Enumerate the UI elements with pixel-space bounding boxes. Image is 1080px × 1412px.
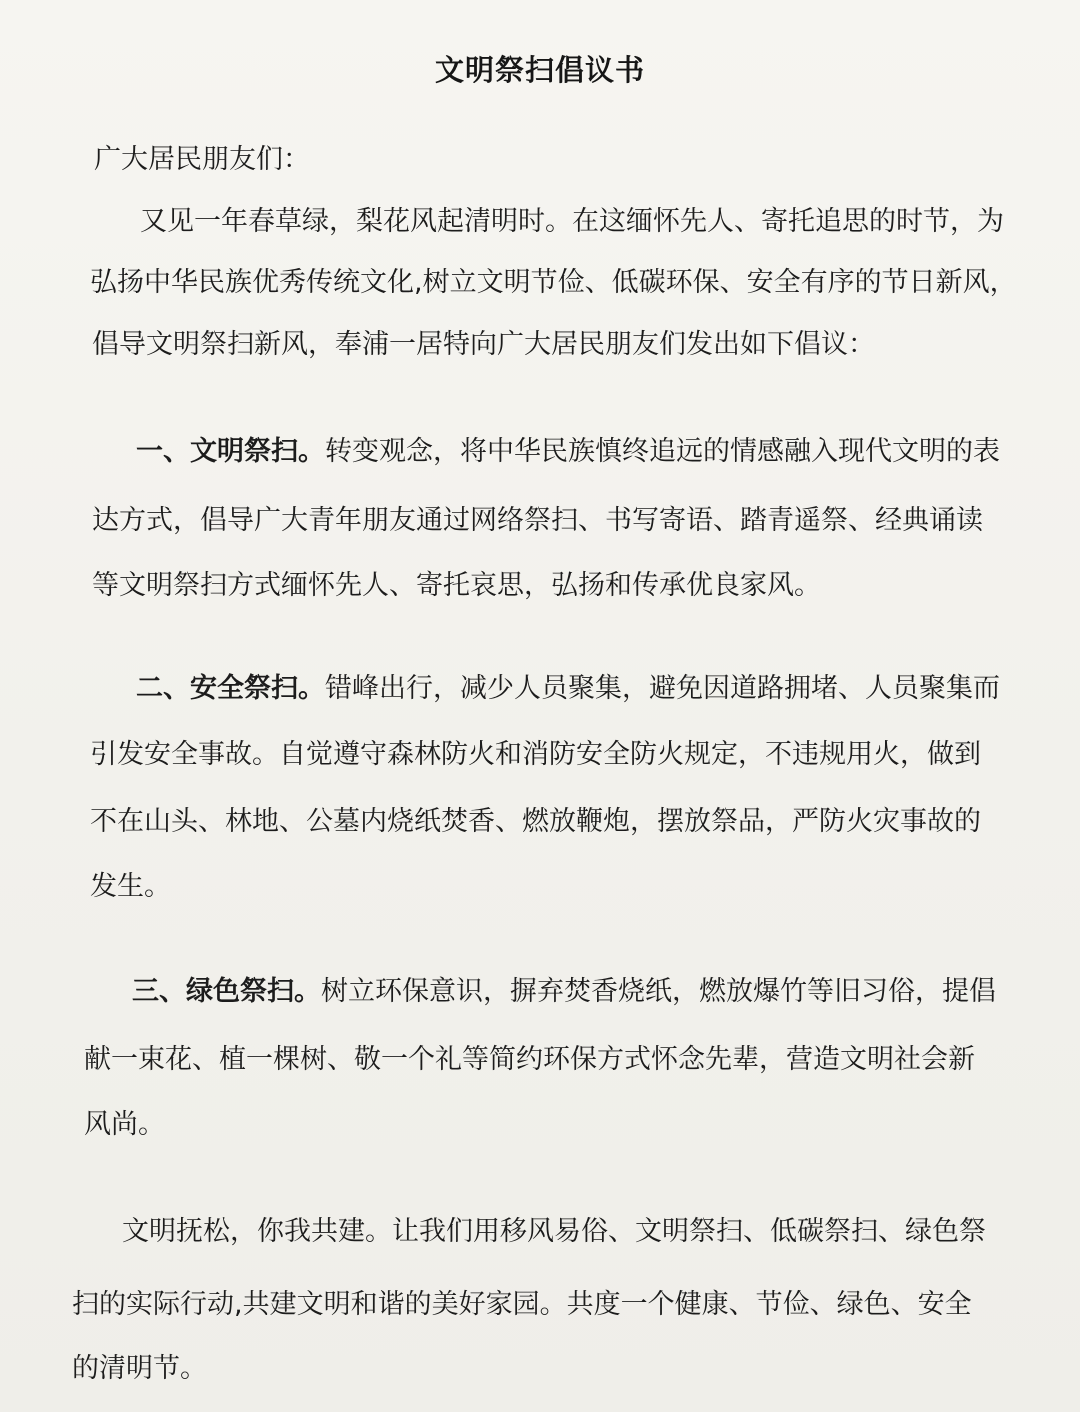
greeting: 广大居民朋友们： <box>94 144 310 175</box>
item-1-line-1 <box>136 434 1000 470</box>
intro-line-1: 又见一年春草绿，梨花风起清明时。在这缅怀先人、寄托追思的时节，为 <box>140 206 1004 237</box>
item-1-line-3: 等文明祭扫方式缅怀先人、寄托哀思，弘扬和传承优良家风。 <box>92 570 821 601</box>
item-3-line-1 <box>132 974 996 1010</box>
item-2-line-1 <box>136 671 1000 707</box>
item-2-line-4: 发生。 <box>90 871 171 902</box>
intro-line-3: 倡导文明祭扫新风，奉浦一居特向广大居民朋友们发出如下倡议： <box>92 329 875 360</box>
closing-line-3: 的清明节。 <box>72 1353 207 1384</box>
intro-line-2: 弘扬中华民族优秀传统文化,树立文明节俭、低碳环保、安全有序的节日新风， <box>90 267 1017 298</box>
item-1-text: 转变观念，将中华民族慎终追远的情感融入现代文明的表 <box>325 436 1000 467</box>
item-2-heading: 二、安全祭扫。 <box>136 673 325 704</box>
item-2-line-2: 引发安全事故。自觉遵守森林防火和消防安全防火规定，不违规用火，做到 <box>90 739 981 770</box>
item-3-text: 树立环保意识，摒弃焚香烧纸，燃放爆竹等旧习俗，提倡 <box>321 976 996 1007</box>
item-2-line-3: 不在山头、林地、公墓内烧纸焚香、燃放鞭炮，摆放祭品，严防火灾事故的 <box>90 806 981 837</box>
item-3-line-3: 风尚。 <box>84 1109 165 1140</box>
document-title: 文明祭扫倡议书 <box>434 53 645 87</box>
item-2-text: 错峰出行，减少人员聚集，避免因道路拥堵、人员聚集而 <box>325 673 1000 704</box>
closing-line-1: 文明抚松，你我共建。让我们用移风易俗、文明祭扫、低碳祭扫、绿色祭 <box>122 1216 986 1247</box>
item-3-heading: 三、绿色祭扫。 <box>132 976 321 1007</box>
item-3-line-2: 献一束花、植一棵树、敬一个礼等简约环保方式怀念先辈，营造文明社会新 <box>84 1044 975 1075</box>
item-1-heading: 一、文明祭扫。 <box>136 436 325 467</box>
closing-line-2: 扫的实际行动,共建文明和谐的美好家园。共度一个健康、节俭、绿色、安全 <box>72 1289 972 1320</box>
item-1-line-2: 达方式，倡导广大青年朋友通过网络祭扫、书写寄语、踏青遥祭、经典诵读 <box>92 505 983 536</box>
